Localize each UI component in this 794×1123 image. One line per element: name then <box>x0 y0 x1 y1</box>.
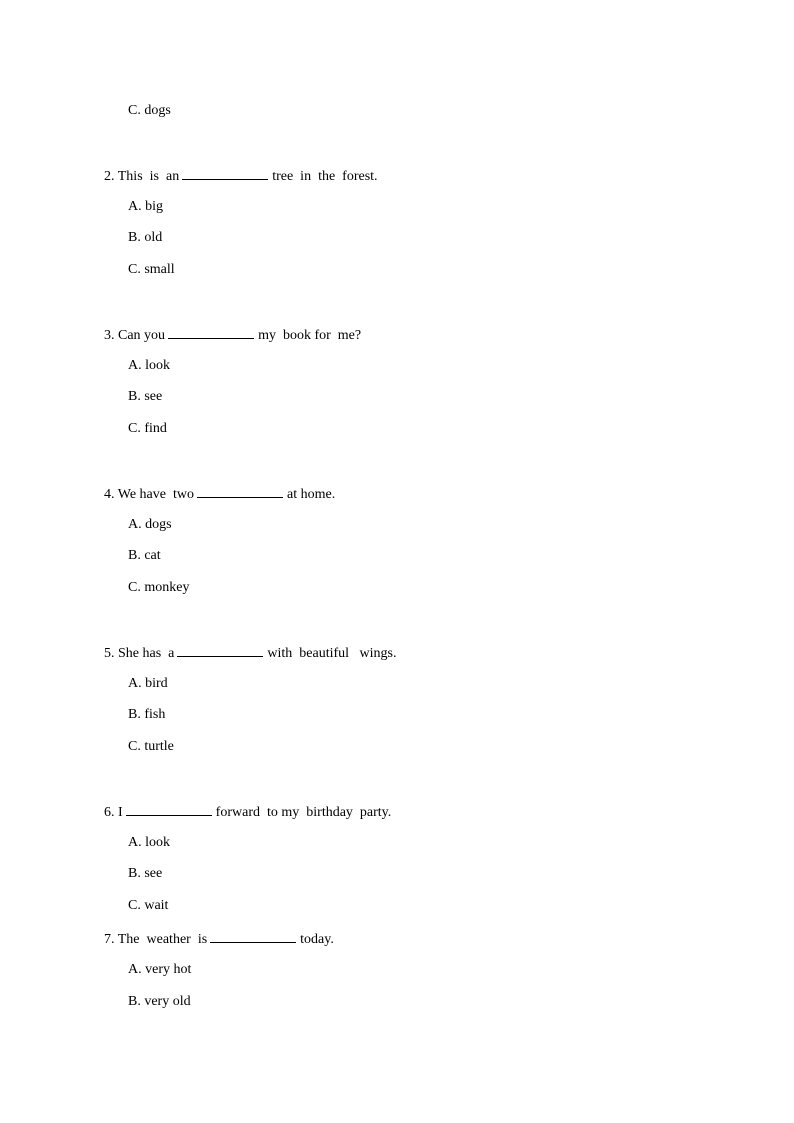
answer-blank-3 <box>168 325 254 339</box>
option-4c: C. monkey <box>128 580 190 595</box>
question-5 <box>104 643 397 661</box>
question-4-before: 4. We have two <box>104 487 194 502</box>
answer-blank-5 <box>177 643 263 657</box>
answer-blank-7 <box>210 929 296 943</box>
question-6-before: 6. I <box>104 805 123 820</box>
answer-blank-2 <box>182 166 268 180</box>
question-4 <box>104 484 335 502</box>
question-3-after: my book for me? <box>258 328 362 343</box>
option-4b: B. cat <box>128 548 161 563</box>
option-5c: C. turtle <box>128 739 174 754</box>
option-2b: B. old <box>128 230 163 245</box>
question-6-after: forward to my birthday party. <box>215 805 392 820</box>
question-3-before: 3. Can you <box>104 328 166 343</box>
question-7 <box>104 929 334 947</box>
answer-blank-6 <box>126 802 212 816</box>
option-3a: A. look <box>128 358 170 373</box>
question-5-before: 5. She has a <box>104 646 175 661</box>
question-7-after: today. <box>300 932 334 947</box>
question-6 <box>104 802 391 820</box>
question-4-after: at home. <box>286 487 336 502</box>
question-5-after: with beautiful wings. <box>267 646 397 661</box>
option-7b: B. very old <box>128 994 191 1009</box>
option-4a: A. dogs <box>128 517 172 532</box>
option-7a: A. very hot <box>128 962 192 977</box>
option-5b: B. fish <box>128 707 166 722</box>
option-6b: B. see <box>128 866 163 881</box>
answer-blank-4 <box>197 484 283 498</box>
option-6a: A. look <box>128 835 170 850</box>
question-7-before: 7. The weather is <box>104 932 208 947</box>
option-3c: C. find <box>128 421 167 436</box>
question-2-after: tree in the forest. <box>272 169 378 184</box>
option-6c: C. wait <box>128 898 169 913</box>
option-2a: A. big <box>128 199 163 214</box>
question-2 <box>104 166 378 184</box>
question-2-before: 2. This is an <box>104 169 180 184</box>
option-5a: A. bird <box>128 676 168 691</box>
question-3 <box>104 325 361 343</box>
option-1c: C. dogs <box>128 103 171 118</box>
option-2c: C. small <box>128 262 175 277</box>
option-3b: B. see <box>128 389 163 404</box>
